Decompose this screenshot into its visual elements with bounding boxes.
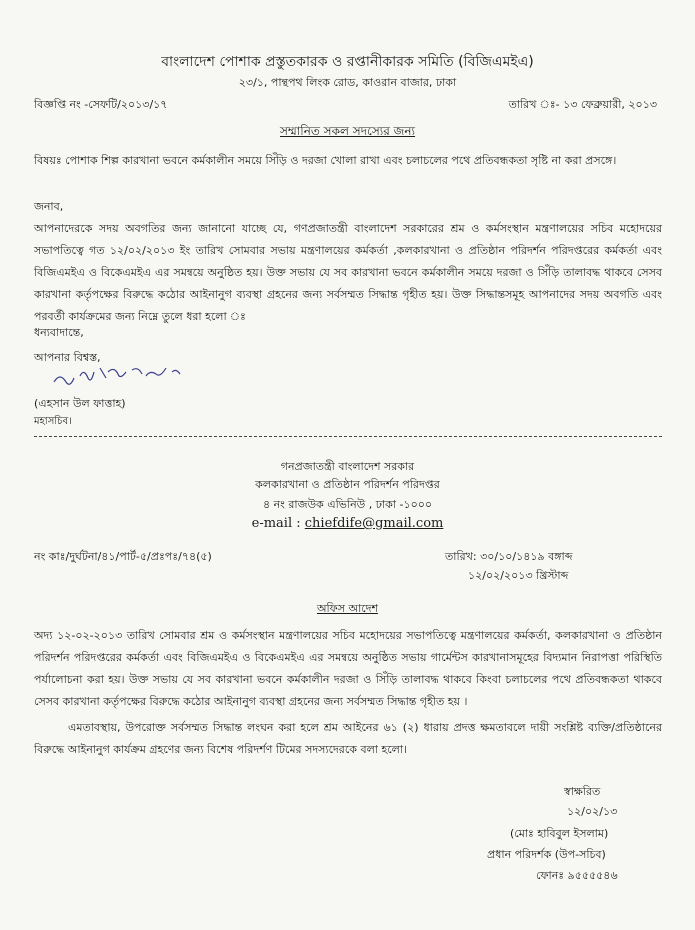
order-date-bengali: তারিখ: ৩০/১০/১৪১৯ বঙ্গাব্দ [445,550,573,563]
notice-ref-no: বিজ্ঞপ্তি নং -সেফটি/২০১৩/১৭ [34,98,168,111]
order-email-label: e-mail : [251,516,305,531]
order-title: অফিস আদেশ [316,602,378,615]
notice-subject: বিষয়ঃ পোশাক শিল্প কারখানা ভবনে কর্মকালীন সময়ে সিঁড়ি ও দরজা খোলা রাখা এবং চলাচলের পথে প্রতিবন্ধকতা সৃষ্টি না করা প্রসঙ্গে। [34,154,617,167]
order-email-line [0,512,695,531]
order-signed: স্বাক্ষরিত [564,785,601,798]
order-signed-date: ১২/০২/১৩ [567,805,618,818]
order-ref-no: নং কাঃ/দুর্ঘটনা/৪১/পার্ট-৫/প্রঃপঃ/৭৪(৫) [34,550,212,563]
notice-signer-title: মহাসচিব। [34,416,72,427]
notice-signer: (এহসান উল ফাত্তাহ) [34,397,126,410]
notice-thanks: ধন্যবাদান্তে, [34,326,84,339]
notice-salutation: জনাব, [34,200,64,213]
notice-body: আপনাদেরকে সদয় অবগতির জন্য জানানো যাচ্ছে যে, গণপ্রজাতন্ত্রী বাংলাদেশ সরকারের শ্রম ও কর্মসংস্থান মন্ত্রণালয়ের সচিব মহোদয়ের সভাপতিত্বে গত ১২/০২/২০১৩ ইং তারিখ সোমবার সভায় মন্ত্রণালয়ের কর্মকর্তা ,কলকারখানা ও প্রতিষ্ঠান পরিদর্শন পরিদপ্তরের কর্মকর্তা এবং বিজিএমইএ ও বিকেএমইএ এর সমন্বয়ে অনুষ্ঠিত হয়। উক্ত সভায় যে সব কারখানা ভবনে কর্মকালীন সময়ে দরজা ও সিঁড়ি তালাবদ্ধ থাকবে সেসব কারখানা কর্তৃপক্ষের বিরুদ্ধে কঠোর আইনানুগ ব্যবস্থা গ্রহনের জন্য সর্বসম্মত সিদ্ধান্ত গৃহীত হয়। উক্ত সিদ্ধান্তসমূহ আপনাদের সদয় অবগতি এবং পরবর্তী কার্যক্রমের জন্য নিম্নে তুলে ধরা হলো ঃ [34,222,662,323]
org-address: ২৩/১, পান্থপথ লিংক রোড, কাওরান বাজার, ঢাকা [238,76,457,89]
order-email-link[interactable]: chiefdife@gmail.com [304,516,444,531]
order-date-gregorian: ১২/০২/২০১৩ খ্রিস্টাব্দ [468,569,569,582]
order-gov: গনপ্রজাতন্ত্রী বাংলাদেশ সরকার [280,460,415,473]
order-phone: ফোনঃ ৯৫৫৫৫৪৬ [536,869,618,882]
org-name: বাংলাদেশ পোশাক প্রস্তুতকারক ও রপ্তানীকারক সমিতি (বিজিএমইএ) [161,54,534,70]
order-signer: (মোঃ হাবিবুল ইসলাম) [510,827,609,840]
notice-date: তারিখ ঃ- ১৩ ফেব্রুয়ারী, ২০১৩ [508,98,657,111]
handwritten-signature [52,358,212,388]
order-para-1: অদ্য ১২-০২-২০১৩ তারিখ সোমবার শ্রম ও কর্মসংস্থান মন্ত্রণালয়ের সচিব মহোদয়ের সভাপতিত্বে মন্ত্রণালয়ের কর্মকর্তা, কলকারখানা ও প্রতিষ্ঠান পরিদর্শন পরিদপ্তরের কর্মকর্তা এবং বিজিএমইএ ও বিকেএমইএ এর সমন্বয়ে অনুষ্ঠিত সভায় গার্মেন্টস কারখানাসমূহের বিদ্যমান নিরাপত্তা পরিস্থিতি পর্যালোচনা করা হয়। উক্ত সভায় যে সব কারখানা ভবনে কর্মকালীন দরজা ও সিঁড়ি তালাবদ্ধ থাকবে কিংবা চলাচলের পথে প্রতিবন্ধকতা থাকবে সেসব কারখানা কর্তৃপক্ষের বিরুদ্ধে কঠোর আইনানুগ ব্যবস্থা গ্রহনের জন্য সর্বসম্মত সিদ্ধান্ত গৃহীত হয় । [34,629,662,708]
order-address: ৪ নং রাজউক এভিনিউ , ঢাকা -১০০০ [262,498,433,511]
section-divider [34,436,662,437]
order-dept: কলকারখানা ও প্রতিষ্ঠান পরিদর্শন পরিদপ্তর [255,478,440,491]
notice-heading: সম্মানিত সকল সদস্যের জন্য [279,124,416,138]
order-signer-title: প্রধান পরিদর্শক (উপ-সচিব) [487,848,606,861]
order-para-2: এমতাবস্থায়, উপরোক্ত সর্বসম্মত সিদ্ধান্ত লংঘন করা হলে শ্রম আইনের ৬১ (২) ধারায় প্রদত্ত ক্ষমতাবলে দায়ী সংশ্লিষ্ট ব্যক্তি/প্রতিষ্ঠানের বিরুদ্ধে আইনানুগ কার্যক্রম গ্রহণের জন্য বিশেষ পরিদর্শণ টিমের সদস্যদেরকে বলা হলো। [34,721,662,756]
notice-yours: আপনার বিশ্বস্ত, [34,351,101,364]
